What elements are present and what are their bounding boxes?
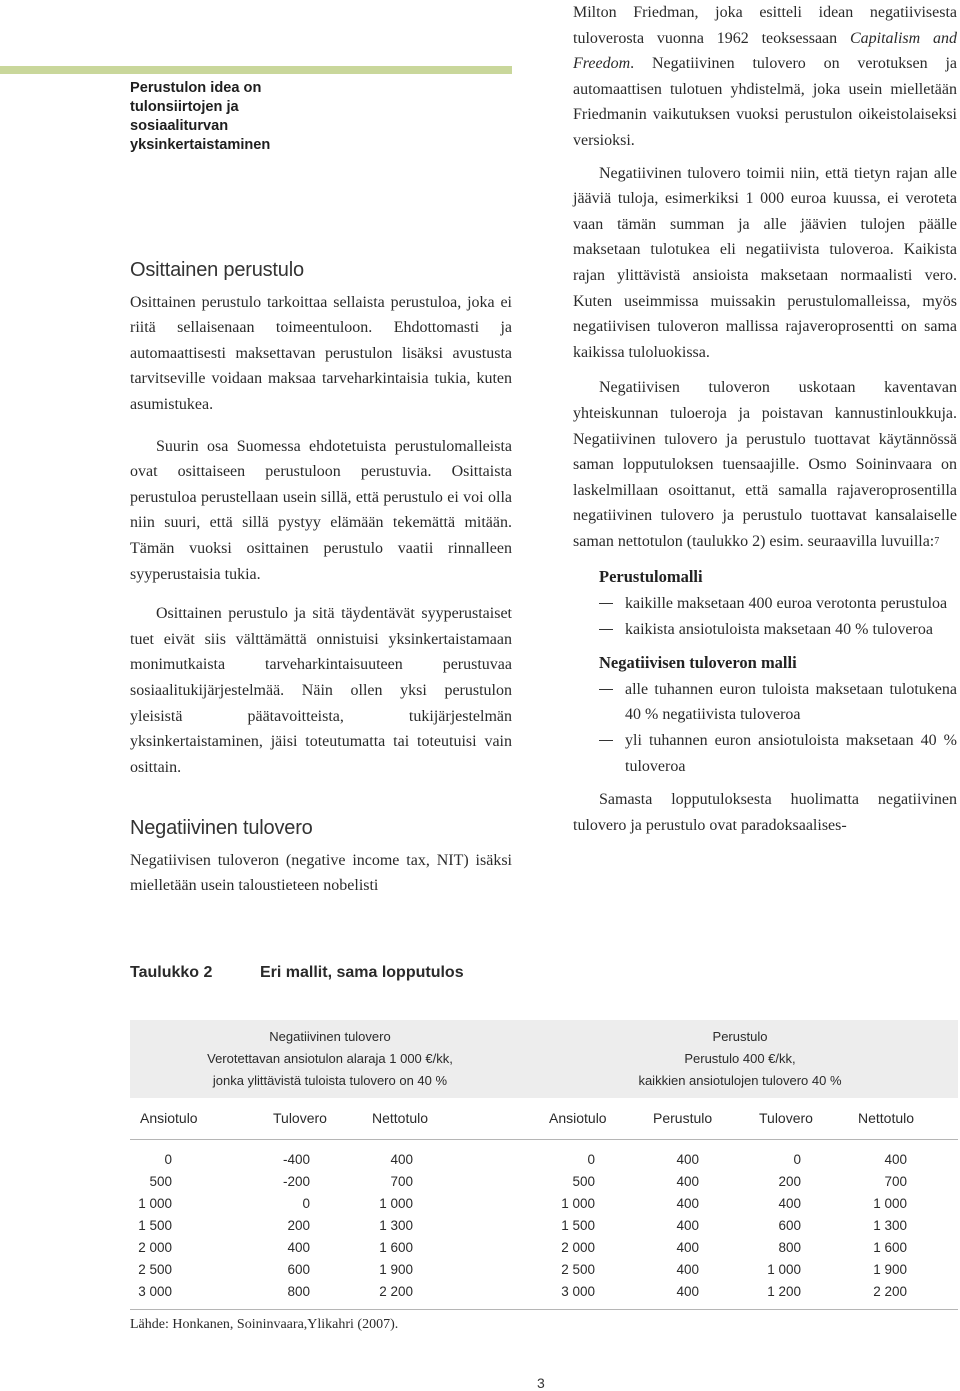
- heading-basic-income-model: Perustulomalli: [599, 567, 703, 587]
- book-title: Capitalism and Freedom: [573, 29, 957, 73]
- table-cell: 1 300: [379, 1218, 413, 1233]
- table-cell: 700: [390, 1174, 413, 1189]
- table-cell: 2 200: [873, 1284, 907, 1299]
- list-item: yli tuhannen euron ansiotuloista maksetaan 40 % tuloveroa: [573, 728, 957, 779]
- table-cell: 2 500: [138, 1262, 172, 1277]
- table-cell: 1 000: [561, 1196, 595, 1211]
- paragraph-partial-2: Suurin osa Suomessa ehdotetuista perustulomalleista ovat osittaiseen perustuloon perustuvia. Osittaista perustuloa perustellaan usein sillä, että perustulo ei voi olla niin suuri, että sillä pystyy elämään tekemättä mitään. Tämän vuoksi osittainen perustulo vaatii rinnalleen syyperustaisia tukia.: [130, 437, 512, 583]
- table-cell: 3 000: [138, 1284, 172, 1299]
- table-cell: 0: [587, 1152, 595, 1167]
- table-rule-bottom: [130, 1309, 958, 1310]
- list-item: kaikille maksetaan 400 euroa verotonta perustuloa: [573, 591, 957, 617]
- table-cell: 0: [793, 1152, 801, 1167]
- table-cell: 3 000: [561, 1284, 595, 1299]
- table-rule-top: [130, 1139, 958, 1140]
- table-cell: 400: [778, 1196, 801, 1211]
- table-cell: 400: [676, 1240, 699, 1255]
- left-column-body: [130, 258, 512, 899]
- table-cell: 400: [676, 1174, 699, 1189]
- paragraph-nit-effects: Negatiivisen tuloveron uskotaan kaventavan yhteiskunnan tuloeroja ja poistavan kannustinloukkuja. Negatiivinen tulovero ja perustulo tuottavat käytännössä saman lopputuloksen tuensaajille. Osmo Soininvaara on laskelmillaan osoittanut, että samalla rajaveroprosentilla negatiivinen tulovero ja perustulo tuottavat kansalaiselle saman nettotulon (taulukko 2) esim. seuraavilla luvuilla:$^7$: [573, 379, 957, 550]
- table-cell: 400: [676, 1284, 699, 1299]
- table-group-header: [130, 1020, 958, 1098]
- table-cell: 2 500: [561, 1262, 595, 1277]
- table-cell: 400: [884, 1152, 907, 1167]
- table-cell: 2 000: [138, 1240, 172, 1255]
- list-item: alle tuhannen euron tuloista maksetaan tulotukena 40 % negatiivista tuloveroa: [573, 677, 957, 728]
- table-cell: 1 900: [873, 1262, 907, 1277]
- paragraph-partial-1: Osittainen perustulo tarkoittaa sellaista perustuloa, joka ei riitä sellaisenaan toimeentuloon. Ehdottomasti ja automaattisesti maksettavan perustulon lisäksi avustusta tarvitseville voidaan maksaa tarveharkintaisia tukia, kuten asumistukea.: [130, 293, 512, 413]
- col-header: Nettotulo: [372, 1110, 429, 1126]
- table-cell: 2 000: [561, 1240, 595, 1255]
- table-cell: 1 000: [873, 1196, 907, 1211]
- list-basic-income-model: [573, 591, 957, 642]
- table-cell: 0: [302, 1196, 310, 1211]
- table-cell: 1 500: [561, 1218, 595, 1233]
- table-cell: 200: [287, 1218, 310, 1233]
- table-cell: 400: [676, 1152, 699, 1167]
- group-header-nit: Negatiivinen tulovero Verotettavan ansiotulon alaraja 1 000 €/kk, jonka ylittävistä tuloista tulovero on 40 %: [207, 1029, 453, 1088]
- table-cell: 800: [287, 1284, 310, 1299]
- page-number: 3: [537, 1375, 545, 1391]
- table-caption: Eri mallit, sama lopputulos: [260, 964, 464, 981]
- table-cell: 200: [778, 1174, 801, 1189]
- col-header: Ansiotulo: [549, 1110, 607, 1126]
- table-cell: 500: [572, 1174, 595, 1189]
- heading-negative-income-tax: Negatiivinen tulovero: [130, 817, 313, 840]
- table-cell: -400: [282, 1152, 310, 1167]
- table-cell: 1 900: [379, 1262, 413, 1277]
- paragraph-friedman: Milton Friedman, joka esitteli idean negatiivisesta tuloverosta vuonna 1962 teoksessaan Capitalism and Freedom. Negatiivinen tulovero on verotuksen ja automaattisen tulotuen yhdistelmä, joka usein mielletään Friedmanin vaikutuksen vuoksi perustulon oikeistolaiseksi versioksi.: [573, 4, 957, 149]
- group-header-basic-income: Perustulo Perustulo 400 €/kk, kaikkien ansiotulojen tulovero 40 %: [638, 1029, 842, 1088]
- table-cell: 1 200: [767, 1284, 801, 1299]
- heading-nit-model: Negatiivisen tuloveron malli: [599, 653, 797, 673]
- paragraph-paradox: Samasta lopputuloksesta huolimatta negatiivinen tulovero ja perustulo ovat paradoksaalises-: [573, 791, 957, 834]
- table-cell: 1 600: [873, 1240, 907, 1255]
- col-header: Perustulo: [653, 1110, 713, 1126]
- table-cell: 2 200: [379, 1284, 413, 1299]
- list-nit-model: [573, 677, 957, 779]
- table-cell: 400: [287, 1240, 310, 1255]
- table-cell: -200: [282, 1174, 310, 1189]
- table-cell: 1 600: [379, 1240, 413, 1255]
- col-header: Nettotulo: [858, 1110, 915, 1126]
- list-item: kaikista ansiotuloista maksetaan 40 % tuloveroa: [573, 617, 957, 643]
- table-cell: 1 000: [138, 1196, 172, 1211]
- paragraph-intro-text: [130, 0, 512, 1]
- table-cell: 1 300: [873, 1218, 907, 1233]
- table-cell: 1 000: [767, 1262, 801, 1277]
- pull-quote: Perustulon idea on tulonsiirtojen ja sosiaaliturvan yksinkertaistaminen: [130, 80, 271, 153]
- heading-partial-basic-income: Osittainen perustulo: [130, 259, 304, 281]
- table-cell: 1 500: [138, 1218, 172, 1233]
- col-header: Ansiotulo: [140, 1110, 198, 1126]
- table-cell: 400: [676, 1196, 699, 1211]
- table-title: [130, 964, 464, 982]
- paragraph-nit-1: Negatiivisen tuloveron (negative income tax, NIT) isäksi mielletään usein taloustieteen nobelisti: [130, 851, 512, 895]
- right-column: [573, 0, 957, 838]
- table-label: Taulukko 2: [130, 964, 213, 981]
- col-header: Tulovero: [759, 1110, 813, 1126]
- footnote-mark: 7: [934, 535, 940, 547]
- table-cell: 600: [287, 1262, 310, 1277]
- col-header: Tulovero: [273, 1110, 327, 1126]
- table-cell: 1 000: [379, 1196, 413, 1211]
- table-cell: 0: [164, 1152, 172, 1167]
- table-cell: 600: [778, 1218, 801, 1233]
- table-cell: 800: [778, 1240, 801, 1255]
- table-cell: 700: [884, 1174, 907, 1189]
- paragraph-nit-mechanics: Negatiivinen tulovero toimii niin, että tietyn rajan alle jääviä tuloja, esimerkiksi 1 000 euroa kuussa, ei veroteta vaan tämän summan ja alle jäävien tulojen päälle maksetaan tulotukea eli negatiivista tuloveroa. Kaikista rajan ylittävistä ansioista maksetaan normaalisti vero. Kuten useimmissa muissakin perustulomalleissa, myös negatiivisen tuloveron mallissa rajaveroprosentti on sama kaikissa tuloluokissa.: [573, 164, 957, 361]
- table-cell: 400: [390, 1152, 413, 1167]
- table-cell: 500: [149, 1174, 172, 1189]
- table-cell: 400: [676, 1218, 699, 1233]
- table-cell: 400: [676, 1262, 699, 1277]
- table-source: Lähde: Honkanen, Soininvaara,Ylikahri (2007).: [130, 1317, 399, 1332]
- paragraph-partial-3: Osittainen perustulo ja sitä täydentävät syyperustaiset tuet eivät siis välttämättä onnistuisi yksinkertaistamaan monimutkaista tarveharkintaisuuteen perustuvaa sosiaalitukijärjestelmää. Näin ollen yksi perustulon yleisistä päätavoitteista, tukijärjestelmän yksinkertaistaminen, jäisi toteutumatta tai toteutuisi vain osittain.: [130, 605, 512, 776]
